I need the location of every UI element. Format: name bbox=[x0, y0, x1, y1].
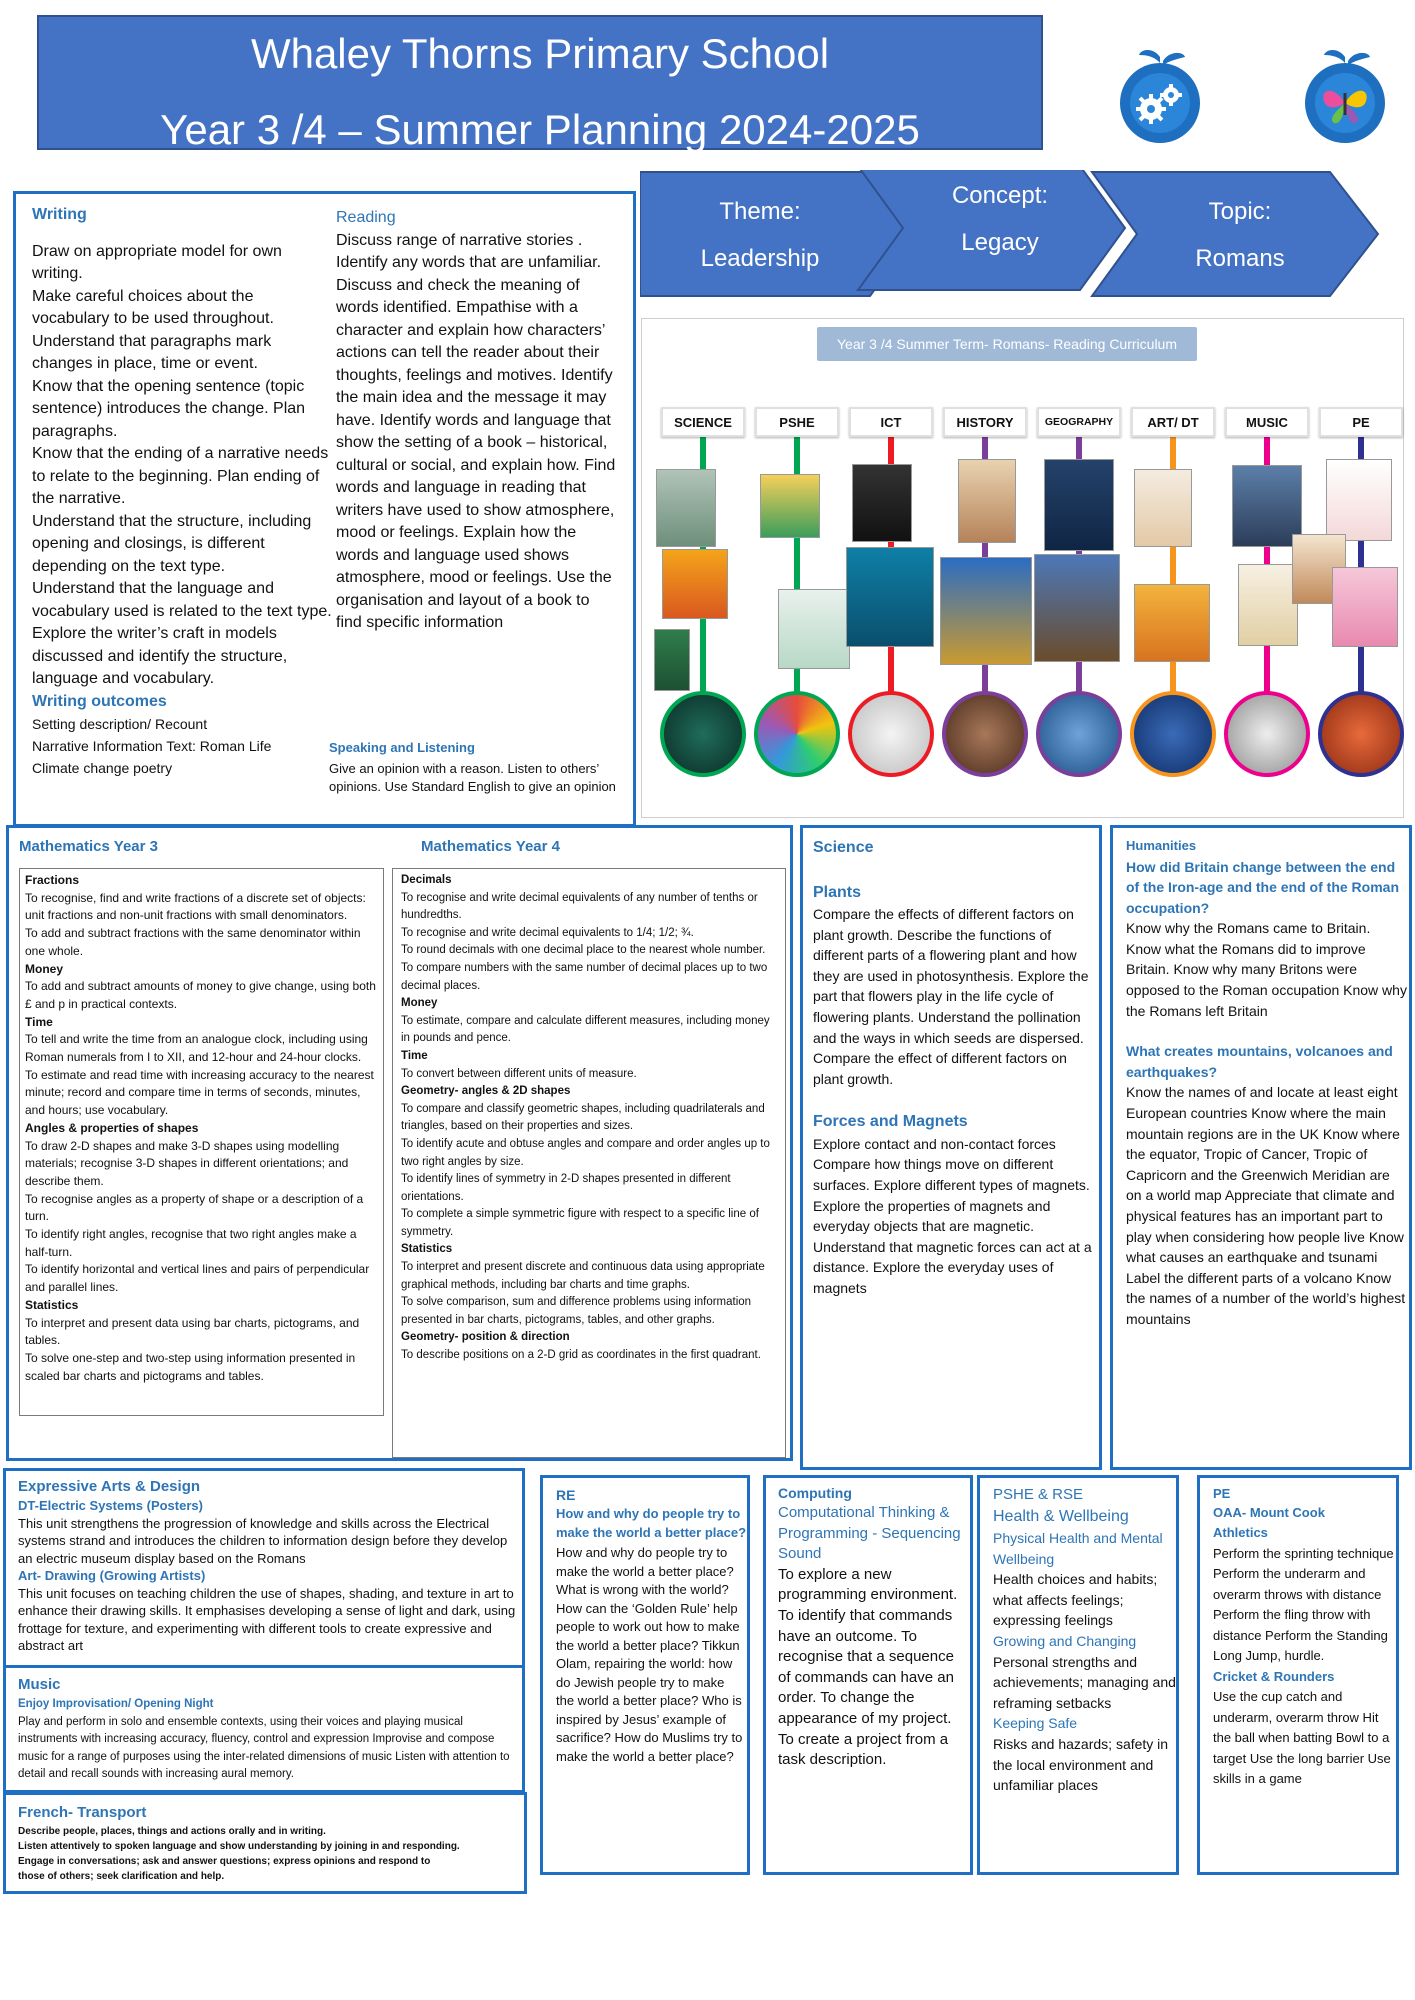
music-text: Play and perform in solo and ensemble contexts, using their voices and playing musical instruments with increasing accuracy, fluency, control and expression Improvise and compose music for a range of purposes using the inter-related dimensions of music Listen with attention to detail and recall sounds with increasing aural memory. bbox=[18, 1715, 510, 1781]
maths4-line: To compare and classify geometric shapes, including quadrilaterals and triangles, based on their properties and sizes. bbox=[401, 1102, 765, 1133]
maths3-list bbox=[25, 872, 378, 1385]
maths4-line: To recognise and write decimal equivalents of any number of tenths or hundredths. bbox=[401, 891, 758, 922]
pshe-panel bbox=[977, 1475, 1179, 1875]
banner-topic bbox=[1140, 188, 1340, 282]
dt-heading: DT-Electric Systems (Posters) bbox=[18, 1498, 203, 1513]
french-panel bbox=[3, 1792, 527, 1894]
writing-item: Understand that paragraphs mark changes in place, time or event. bbox=[32, 332, 272, 372]
book-cover bbox=[1134, 469, 1192, 547]
pshe-subheading: Health & Wellbeing bbox=[993, 1507, 1129, 1525]
maths4-group-title: Geometry- angles & 2D shapes bbox=[401, 1085, 571, 1098]
french-line: Engage in conversations; ask and answer questions; express opinions and respond to bbox=[18, 1856, 431, 1867]
humanities-content bbox=[1126, 837, 1408, 1330]
book-cover bbox=[662, 549, 728, 619]
humanities-question-2: What creates mountains, volcanoes and earthquakes? bbox=[1126, 1043, 1393, 1080]
ict-image bbox=[848, 691, 934, 777]
book-cover bbox=[1238, 564, 1298, 646]
subject-label-music: MUSIC bbox=[1225, 407, 1309, 437]
maths3-line: To recognise, find and write fractions of a discrete set of objects: unit fractions and non-unit fractions with small denominators. bbox=[25, 890, 366, 923]
subject-label-ict: ICT bbox=[849, 407, 933, 437]
reading-heading: Reading bbox=[336, 209, 396, 226]
maths-year3-heading: Mathematics Year 3 bbox=[19, 838, 158, 855]
maths3-line: To add and subtract amounts of money to give change, using both £ and p in practical contexts. bbox=[25, 979, 376, 1011]
art-heading: Art- Drawing (Growing Artists) bbox=[18, 1568, 206, 1583]
pshe-heading-3: Keeping Safe bbox=[993, 1715, 1078, 1732]
pe-athletics-text: Perform the sprinting technique Perform the underarm and overarm throws with distance Perform the fling throw with distance Perform the Standing Long Jump, hurdle. bbox=[1213, 1545, 1394, 1663]
book-cover bbox=[654, 629, 690, 691]
forces-heading: Forces and Magnets bbox=[813, 1113, 968, 1131]
subject-label-geography: GEOGRAPHY bbox=[1037, 407, 1121, 437]
mathematics-panel bbox=[6, 825, 793, 1461]
book-cover bbox=[852, 464, 912, 542]
re-panel bbox=[540, 1475, 750, 1875]
maths3-line: To tell and write the time from an analogue clock, including using Roman numerals from I to XII, and 12-hour and 24-hour clocks. bbox=[25, 1032, 368, 1065]
maths3-line: To recognise angles as a property of shape or a description of a turn. bbox=[25, 1191, 364, 1224]
humanities-heading: Humanities bbox=[1126, 838, 1197, 853]
maths4-group-title: Statistics bbox=[401, 1243, 453, 1256]
maths3-group-title: Time bbox=[25, 1014, 53, 1029]
writing-outcome: Setting description/ Recount bbox=[32, 716, 208, 732]
pe-oaa-heading: OAA- Mount Cook bbox=[1213, 1504, 1325, 1520]
maths4-line: To interpret and present discrete and continuous data using appropriate graphical methods, including bar charts and time graphs. bbox=[401, 1261, 765, 1291]
french-heading: French- Transport bbox=[18, 1804, 147, 1821]
writing-item: Draw on appropriate model for own writing. bbox=[32, 242, 282, 282]
maths-year4-content bbox=[392, 868, 786, 1458]
geography-image bbox=[1036, 691, 1122, 777]
music-panel bbox=[3, 1665, 525, 1793]
subject-label-science: SCIENCE bbox=[661, 407, 745, 437]
pe-panel bbox=[1197, 1475, 1399, 1875]
computing-text: To explore a new programming environment. To identify that commands have an outcome. To recognise that a sequence of commands can have an order. To change the appearance of my project. To create a project from a task description. bbox=[778, 1565, 958, 1769]
book-cover bbox=[940, 557, 1032, 665]
subject-label-art-dt: ART/ DT bbox=[1131, 407, 1215, 437]
pe-cricket-heading: Cricket & Rounders bbox=[1213, 1668, 1335, 1684]
writing-list bbox=[32, 241, 332, 691]
maths3-group-title: Statistics bbox=[25, 1297, 79, 1312]
maths4-line: To estimate, compare and calculate different measures, including money in pounds and pence. bbox=[401, 1014, 770, 1045]
pshe-text-3: Risks and hazards; safety in the local environment and unfamiliar places bbox=[993, 1735, 1169, 1794]
humanities-question-1: How did Britain change between the end of the Iron-age and the end of the Roman occupation? bbox=[1126, 858, 1399, 916]
book-cover bbox=[778, 589, 850, 669]
french-line: Describe people, places, things and actions orally and in writing. bbox=[18, 1826, 326, 1837]
maths-year4-heading: Mathematics Year 4 bbox=[421, 838, 560, 855]
planning-title: Year 3 /4 – Summer Planning 2024-2025 bbox=[160, 106, 920, 153]
maths3-line: To interpret and present data using bar charts, pictograms, and tables. bbox=[25, 1315, 360, 1348]
french-line: Listen attentively to spoken language and show understanding by joining in and responding. bbox=[18, 1841, 460, 1852]
book-cover bbox=[656, 469, 716, 547]
maths4-line: To recognise and write decimal equivalents to 1/4; 1/2; ¾. bbox=[401, 926, 694, 939]
speaking-listening-section bbox=[329, 739, 629, 796]
banner-concept-value: Legacy bbox=[961, 229, 1039, 256]
history-image bbox=[942, 691, 1028, 777]
title-banner bbox=[37, 15, 1043, 153]
writing-item: Make careful choices about the vocabulary to be used throughout. bbox=[32, 287, 274, 327]
maths4-group-title: Geometry- position & direction bbox=[401, 1331, 570, 1344]
reading-curriculum-title: Year 3 /4 Summer Term- Romans- Reading Curriculum bbox=[817, 327, 1197, 361]
speaking-listening-text: Give an opinion with a reason. Listen to others’ opinions. Use Standard English to give an opinion bbox=[329, 760, 616, 794]
pshe-image bbox=[754, 691, 840, 777]
french-line: those of others; seek clarification and help. bbox=[18, 1871, 225, 1882]
reading-text: Discuss range of narrative stories . Identify any words that are unfamiliar. Discuss and check the meaning of words identified. Empathise with a character and explain how characters’ actions can tell the reader about their thoughts, feelings and motives. Identify the main idea and the message it may have. Identify words and language that show the setting of a book – historical, cultural or social, and explain how. Find words and language in reading that writers have used to show atmosphere, mood or feelings. Explain how the words and language used shows atmosphere, mood or feelings. Use the organisation and layout of a book to find specific information bbox=[336, 231, 616, 631]
book-cover bbox=[958, 459, 1016, 543]
music-image bbox=[1224, 691, 1310, 777]
maths3-line: To identify right angles, recognise that two right angles make a half-turn. bbox=[25, 1227, 357, 1259]
maths4-line: To compare numbers with the same number of decimal places up to two decimal places. bbox=[401, 961, 768, 992]
science-panel bbox=[800, 825, 1102, 1470]
plants-text: Compare the effects of different factors on plant growth. Describe the functions of different parts of a flowering plant and how they are used in photosynthesis. Explore the part that flowers play in the life cycle of flowering plants. Understand the pollination and the ways in which seeds are dispersed. Compare the effect of different factors on plant growth. bbox=[813, 906, 1089, 1087]
literacy-panel bbox=[13, 191, 636, 827]
computing-subheading: Computational Thinking & Programming - Sequencing Sound bbox=[778, 1504, 961, 1563]
banner-concept-label: Concept: bbox=[951, 182, 1049, 209]
re-question: How and why do people try to make the world a better place? bbox=[556, 1506, 747, 1540]
subject-label-pe: PE bbox=[1319, 407, 1403, 437]
computing-panel bbox=[763, 1475, 973, 1875]
maths4-line: To describe positions on a 2-D grid as coordinates in the first quadrant. bbox=[401, 1349, 761, 1362]
book-cover bbox=[1034, 554, 1120, 662]
science-heading: Science bbox=[813, 839, 874, 856]
maths4-group-title: Time bbox=[401, 1049, 428, 1062]
french-list bbox=[18, 1824, 523, 1884]
pshe-heading: PSHE & RSE bbox=[993, 1486, 1084, 1503]
writing-outcomes-heading: Writing outcomes bbox=[32, 692, 167, 710]
humanities-text-1: Know why the Romans came to Britain. Know what the Romans did to improve Britain. Know why many Britons were opposed to the Roman occupation Know why the Romans left Britain bbox=[1126, 920, 1407, 1019]
expressive-arts-panel bbox=[3, 1468, 525, 1668]
pshe-connector bbox=[794, 414, 800, 714]
writing-outcome: Climate change poetry bbox=[32, 760, 173, 776]
pshe-text-2: Personal strengths and achievements; managing and reframing setbacks bbox=[993, 1653, 1176, 1711]
writing-section bbox=[32, 204, 332, 779]
art-text: This unit focuses on teaching children the use of shapes, shading, and texture in art to enhance their drawing skills. It emphasises developing a sense of light and dark, using frottage for texture, and experimenting with different tools to create expressive and abstract art bbox=[18, 1585, 516, 1653]
dt-text: This unit strengthens the progression of knowledge and skills across the Electrical systems strand and introduces the children to information design before they develop an electric museum display based on the Romans bbox=[18, 1515, 508, 1566]
subject-label-pshe: PSHE bbox=[755, 407, 839, 437]
pshe-heading-1: Physical Health and Mental Wellbeing bbox=[993, 1530, 1163, 1567]
book-cover bbox=[1134, 584, 1210, 662]
expressive-arts-content bbox=[18, 1477, 518, 1655]
art-connector bbox=[1170, 414, 1176, 714]
maths3-group-title: Angles & properties of shapes bbox=[25, 1120, 199, 1135]
writing-outcomes bbox=[32, 713, 332, 779]
pe-heading: PE bbox=[1213, 1486, 1231, 1501]
banner-theme-label: Theme: bbox=[719, 198, 801, 225]
writing-item: Know that the opening sentence (topic sentence) introduces the change. Plan paragraphs. bbox=[32, 377, 306, 440]
maths3-line: To solve one-step and two-step using information presented in scaled bar charts and pictograms and tables. bbox=[25, 1350, 356, 1383]
writing-outcome: Narrative Information Text: Roman Life bbox=[32, 738, 272, 754]
book-cover bbox=[1332, 567, 1398, 647]
maths4-line: To round decimals with one decimal place to the nearest whole number. bbox=[401, 944, 766, 957]
computing-content bbox=[778, 1484, 968, 1771]
maths3-line: To estimate and read time with increasing accuracy to the nearest minute; record and compare time in terms of seconds, minutes, and hours; use vocabulary. bbox=[25, 1067, 374, 1118]
ead-heading: Expressive Arts & Design bbox=[18, 1478, 201, 1495]
pe-content bbox=[1213, 1485, 1398, 1790]
subject-label-history: HISTORY bbox=[943, 407, 1027, 437]
pe-cricket-text: Use the cup catch and underarm, overarm throw Hit the ball when batting Bowl to a target Use the long barrier Use skills in a game bbox=[1213, 1689, 1391, 1786]
humanities-panel bbox=[1110, 825, 1412, 1470]
science-content bbox=[813, 837, 1095, 1299]
re-heading: RE bbox=[556, 1487, 576, 1503]
re-content bbox=[556, 1486, 746, 1766]
maths4-line: To identify lines of symmetry in 2-D shapes presented in different orientations. bbox=[401, 1173, 731, 1203]
humanities-text-2: Know the names of and locate at least eight European countries Know where the main mountain regions are in the UK Know where the equator, Tropic of Cancer, Tropic of Capricorn and the Greenwich Meridian are on a world map Appreciate that climate and physical features has an important part to play when considering how people live Know what causes an earthquake and tsunami Label the different parts of a volcano Know the names of a number of the world’s highest mountains bbox=[1126, 1084, 1406, 1327]
book-cover bbox=[846, 547, 934, 647]
music-content bbox=[18, 1674, 518, 1784]
book-cover bbox=[760, 474, 820, 538]
maths3-group-title: Fractions bbox=[25, 873, 80, 887]
pshe-content bbox=[993, 1485, 1178, 1796]
book-cover bbox=[1326, 459, 1392, 541]
pe-image bbox=[1318, 691, 1404, 777]
book-cover bbox=[1044, 459, 1114, 551]
maths4-line: To identify acute and obtuse angles and compare and order angles up to two right angles by size. bbox=[401, 1137, 770, 1168]
banner-topic-label: Topic: bbox=[1208, 198, 1272, 225]
speaking-listening-heading: Speaking and Listening bbox=[329, 740, 475, 755]
butterfly-icon bbox=[1290, 45, 1400, 145]
music-subheading: Enjoy Improvisation/ Opening Night bbox=[18, 1698, 214, 1710]
maths4-group-title: Decimals bbox=[401, 874, 452, 886]
writing-item: Understand that the structure, including opening and closings, is different depending on the text type. bbox=[32, 512, 312, 575]
art-image bbox=[1130, 691, 1216, 777]
banner-concept bbox=[900, 172, 1100, 266]
maths4-line: To solve comparison, sum and difference problems using information presented in bar charts, pictograms, tables, and other graphs. bbox=[401, 1296, 752, 1326]
maths-year3-content bbox=[19, 868, 384, 1416]
pshe-heading-2: Growing and Changing bbox=[993, 1632, 1137, 1649]
maths3-line: To draw 2-D shapes and make 3-D shapes using modelling materials; recognise 3-D shapes in different orientations; and describe them. bbox=[25, 1138, 349, 1188]
reading-section bbox=[336, 207, 618, 635]
music-heading: Music bbox=[18, 1676, 61, 1693]
science-image bbox=[660, 691, 746, 777]
banner-theme-value: Leadership bbox=[700, 245, 820, 272]
banner-topic-value: Romans bbox=[1195, 245, 1285, 272]
maths3-group-title: Money bbox=[25, 961, 64, 976]
maths3-line: To add and subtract fractions with the same denominator within one whole. bbox=[25, 926, 361, 958]
plants-heading: Plants bbox=[813, 883, 862, 901]
re-text: How and why do people try to make the world a better place? What is wrong with the world? How can the ‘Golden Rule’ help people to work out how to make the world a better place? Tikkun Olam, repairing the world: how do Jewish people try to make the world a better place? Who is inspired by Jesus’ example of sacrifice? How do Muslims try to make the world a better place? bbox=[556, 1545, 743, 1764]
pe-athletics-heading: Athletics bbox=[1213, 1525, 1268, 1540]
maths4-group-title: Money bbox=[401, 997, 438, 1010]
computing-heading: Computing bbox=[778, 1485, 852, 1501]
school-name: Whaley Thorns Primary School bbox=[250, 30, 830, 77]
pshe-text-1: Health choices and habits; what affects feelings; expressing feelings bbox=[993, 1571, 1158, 1629]
writing-heading: Writing bbox=[32, 206, 87, 223]
writing-item: Explore the writer’s craft in models discussed and identify the structure, language and vocabulary. bbox=[32, 625, 288, 687]
forces-text: Explore contact and non-contact forces Compare how things move on different surfaces. Explore different types of magnets. Explore the properties of magnets and everyday objects that are magnetic. Understand that magnetic forces can act at a distance. Explore the everyday uses of magnets bbox=[813, 1135, 1092, 1296]
maths4-line: To convert between different units of measure. bbox=[401, 1067, 637, 1080]
banner-theme bbox=[660, 188, 860, 282]
maths4-list bbox=[401, 872, 777, 1365]
reading-curriculum-graphic bbox=[641, 318, 1404, 818]
writing-item: Understand that the language and vocabulary used is related to the text type. bbox=[32, 580, 332, 620]
writing-item: Know that the ending of a narrative needs to relate to the beginning. Plan ending of the narrative. bbox=[32, 445, 329, 507]
gears-icon bbox=[1105, 45, 1215, 145]
french-content bbox=[18, 1802, 523, 1884]
maths3-line: To identify horizontal and vertical lines and pairs of perpendicular and parallel lines. bbox=[25, 1262, 370, 1295]
maths4-line: To complete a simple symmetric figure with respect to a specific line of symmetry. bbox=[401, 1208, 759, 1238]
